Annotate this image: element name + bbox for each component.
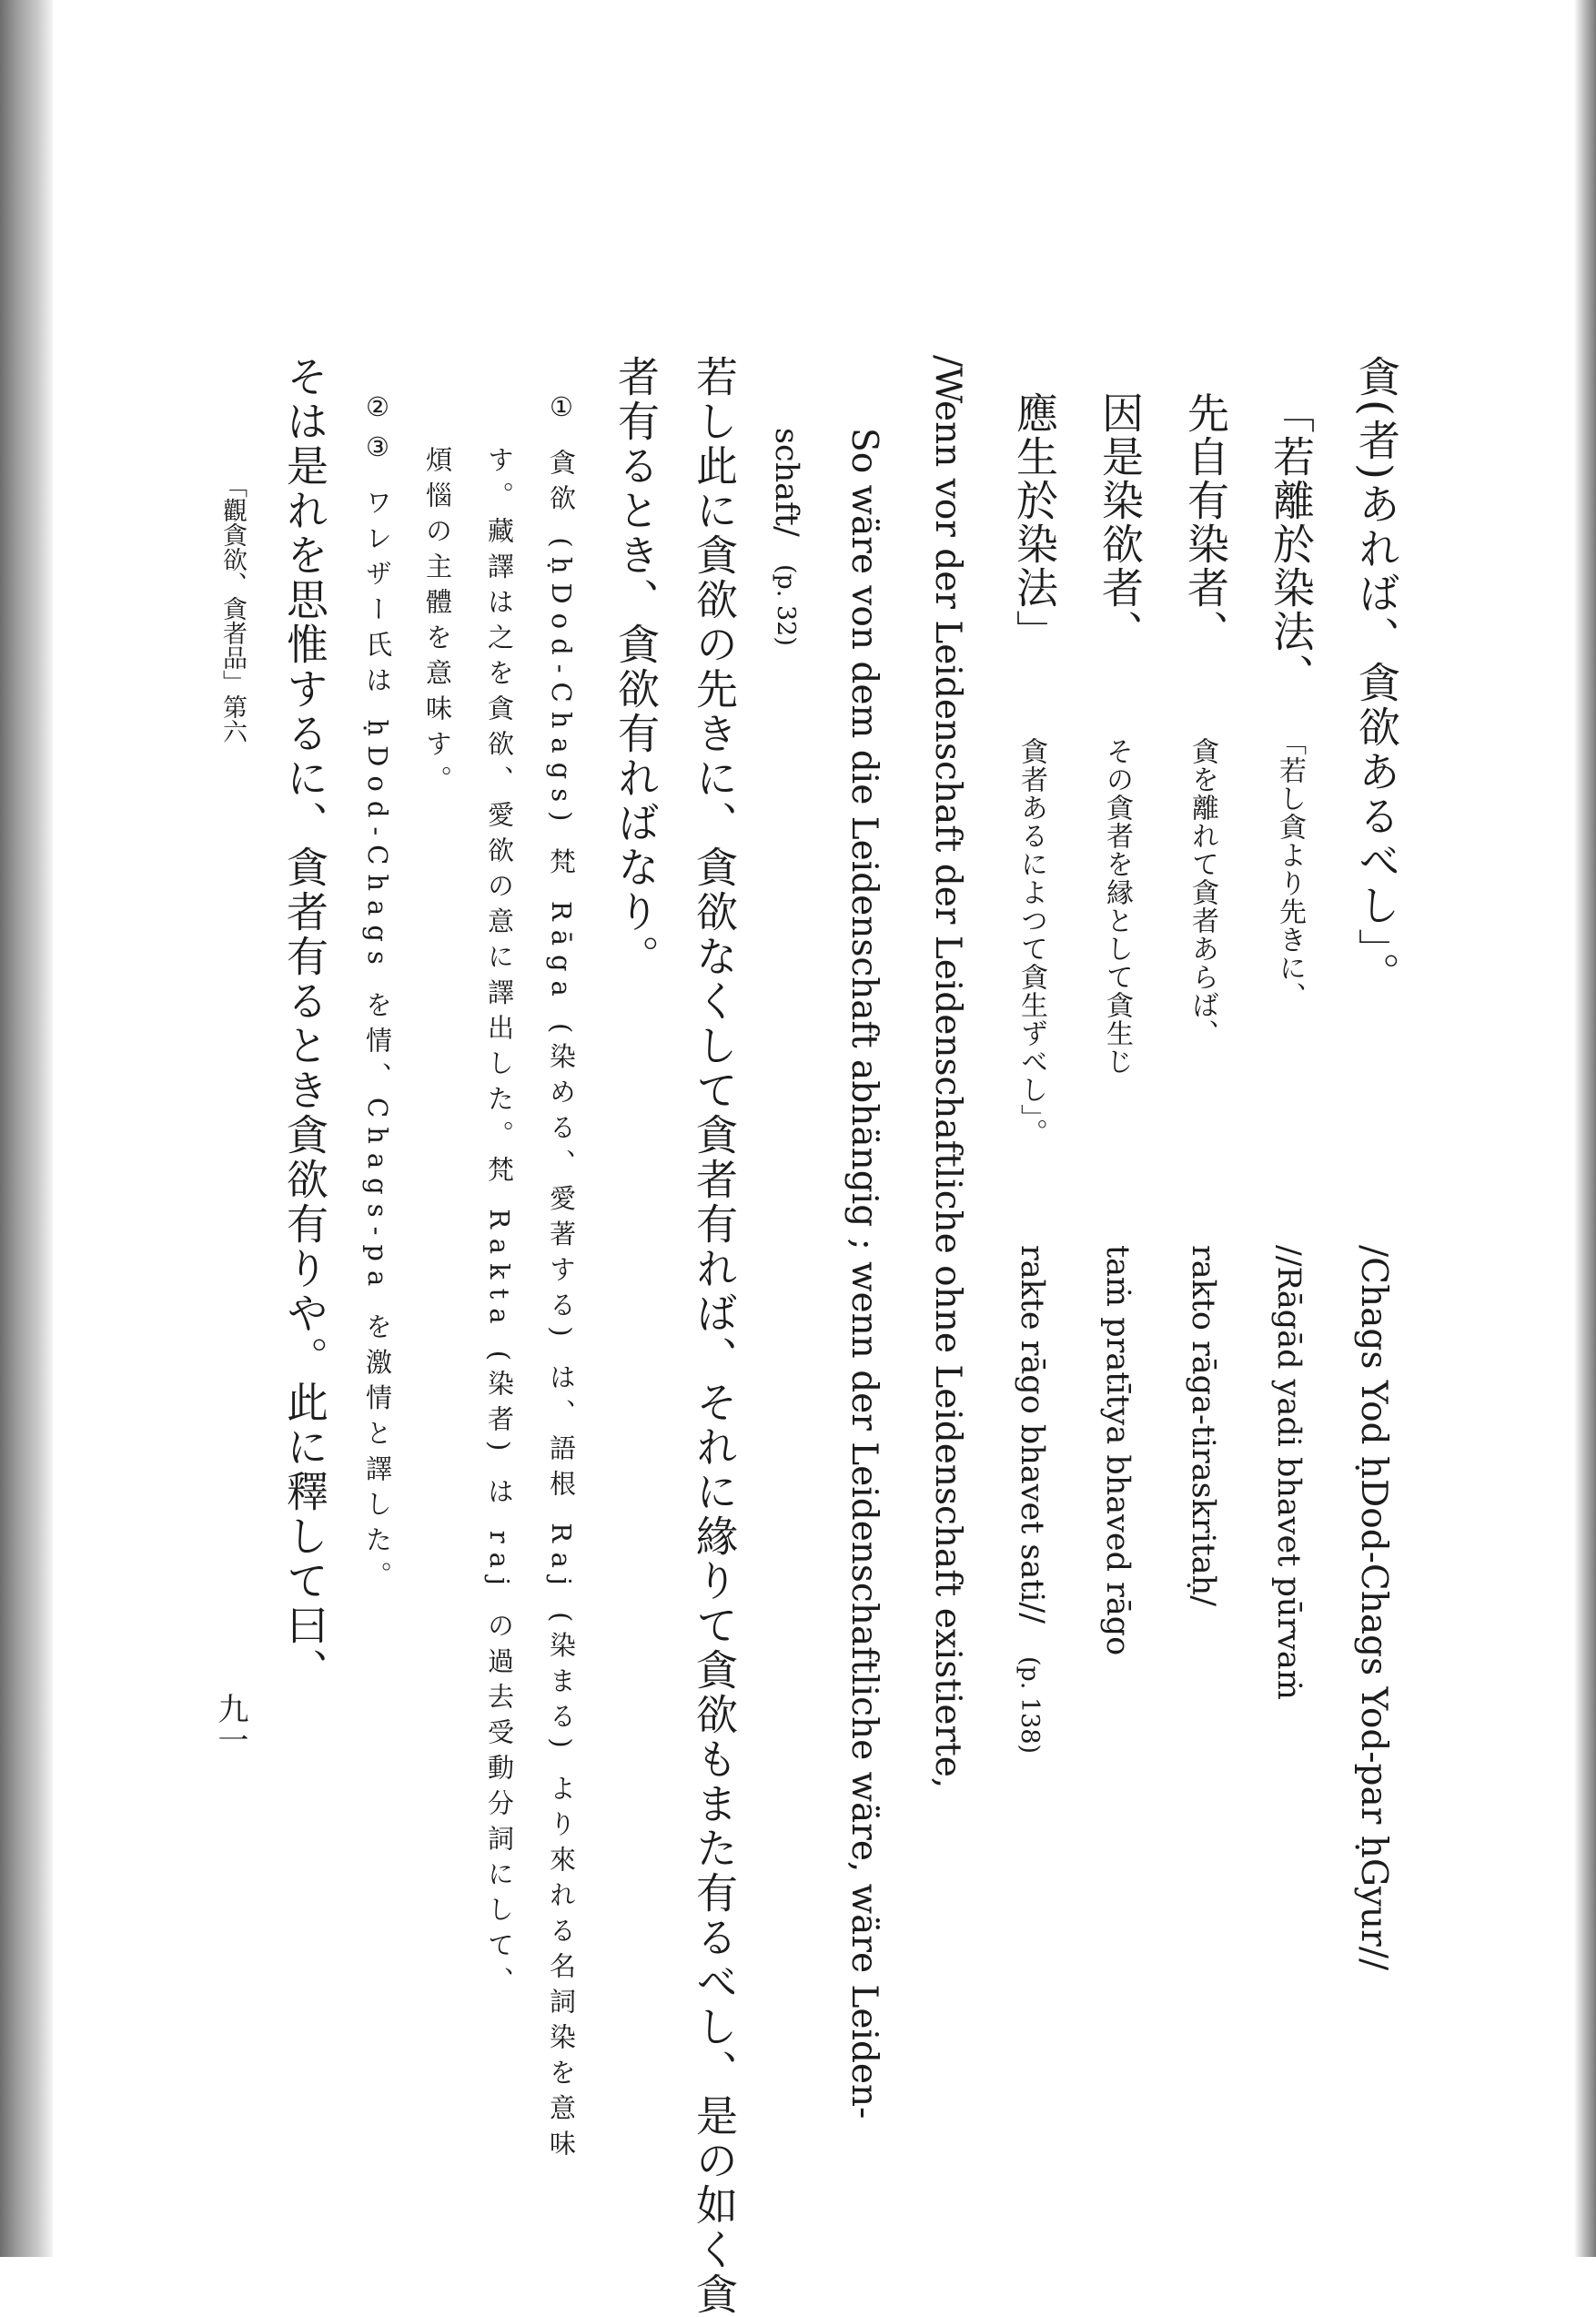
german-line-1: /Wenn vor der Leidenschaft der Leidenschaftliche ohne Leidenschaft existierte,: [927, 355, 968, 1789]
german-page-ref: (p. 32): [772, 564, 800, 646]
verse-chinese-2: 先自有染者、: [1181, 391, 1230, 653]
page-number: 九一: [212, 1693, 248, 1755]
german-line-2: So wäre von dem die Leidenschaft abhängig ; wenn der Leidenschaftliche wäre, wäre Leiden-: [843, 428, 884, 2120]
verse-gloss-2: 貪を離れて貪者あらば、: [1187, 737, 1218, 1047]
note-1-line-b: す。藏譯は之を貪欲、愛欲の意に譯出した。梵 Rakta (染者) は raj の過去受動分詞にして、: [484, 446, 515, 2003]
note-1-line-c: 煩惱の主體を意味す。: [422, 446, 453, 801]
verse-gloss-1: 「若し貪より先きに、: [1274, 728, 1306, 1010]
verse-sanskrit-4: rakte rāgo bhavet sati//: [1014, 1245, 1050, 1624]
scan-binding-shadow: [0, 0, 53, 2257]
german-line-3: schaft/: [768, 428, 804, 537]
scan-edge-shadow: [1574, 0, 1596, 2257]
closing-line: そは是れを思惟するに、貪者有るとき貪欲有りや。此に釋して曰、: [280, 355, 329, 1693]
verse-chinese-1: 「若離於染法、: [1267, 391, 1316, 697]
note-2-3: ②③ ワレザー氏は ḥDod-Chags を情、Chags-pa を激情と譯した。: [362, 391, 393, 1597]
verse-page-ref: (p. 138): [1015, 1656, 1044, 1755]
verse-gloss-4: 貪者あるによつて貪生ずべし」。: [1015, 737, 1047, 1147]
verse-gloss-3: その貪者を縁として貪生じ: [1101, 737, 1133, 1076]
verse-sanskrit-3: taṁ pratītya bhaved rāgo: [1099, 1245, 1136, 1656]
running-title: 「觀貪欲、貪者品」第六: [218, 473, 247, 744]
verse-chinese-4: 應生於染法」: [1010, 391, 1059, 653]
verse-intro-line: 貪(者)あれば、貪欲あるべし」。: [1352, 355, 1401, 997]
verse-sanskrit-1: //Rāgād yadi bhavet pūrvaṁ: [1270, 1245, 1307, 1700]
tibetan-verse: /Chags Yod ḥDod-Chags Yod-par ḥGyur//: [1353, 1245, 1394, 1971]
note-1-line-a: ① 貪欲 (ḥDod-Chags) 梵 Rāga (染める、愛著する) は、語根 Raj (染まる) より來れる名詞染を意味: [546, 391, 577, 2165]
verse-chinese-3: 因是染欲者、: [1096, 391, 1145, 653]
commentary-line-1: 若し此に貪欲の先きに、貪欲なくして貪者有れば、それに緣りて貪欲もまた有るべし、是の如く貪: [690, 355, 739, 2317]
commentary-line-2: 者有るとき、貪欲有ればなり。: [611, 355, 661, 979]
verse-sanskrit-2: rakto rāga-tiraskritaḥ/: [1185, 1245, 1221, 1606]
